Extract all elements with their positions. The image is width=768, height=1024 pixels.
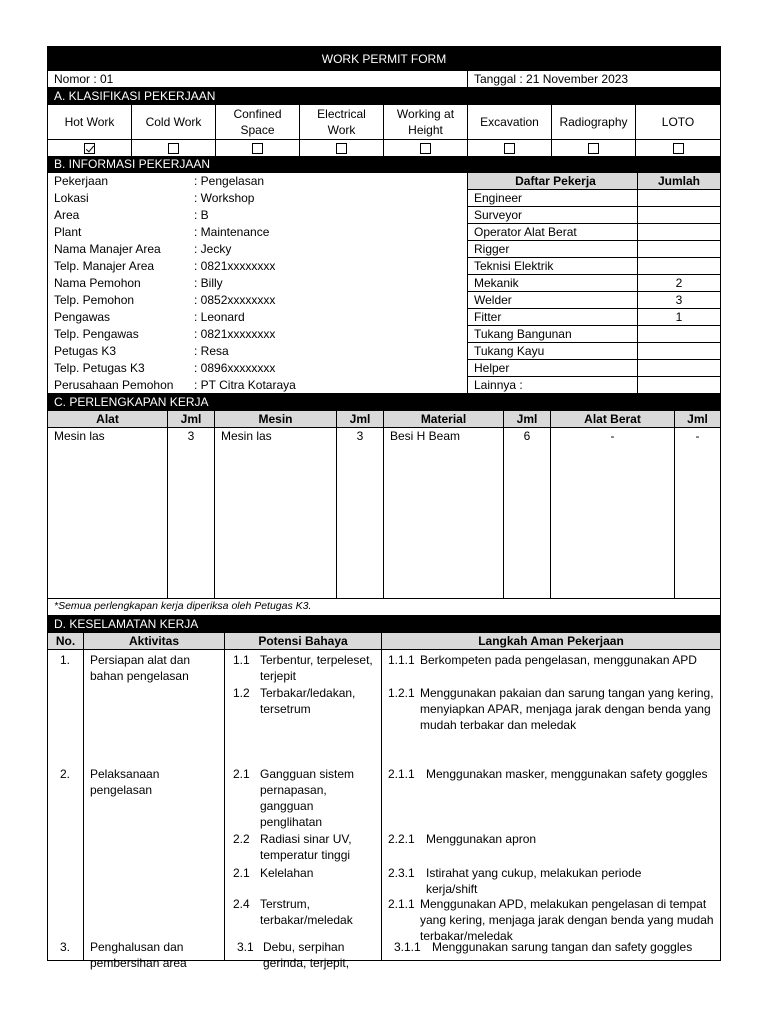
eq-jml-value: - — [695, 429, 700, 443]
worker-count — [638, 326, 720, 342]
info-label: Plant — [54, 225, 82, 239]
info-row — [48, 377, 720, 394]
info-left — [48, 207, 468, 224]
activity-text: Penghalusan dan pembersihan area — [90, 940, 187, 970]
activity-text: Pelaksanaan pengelasan — [90, 767, 160, 797]
worker-count — [638, 360, 720, 376]
worker-cell-group — [468, 173, 720, 190]
worker-cell-group — [468, 377, 720, 393]
info-value: : Maintenance — [194, 225, 270, 239]
info-label: Area — [54, 208, 80, 222]
step-num: 1.2.1 — [388, 686, 415, 700]
equipment-header — [48, 411, 720, 428]
hot-work-checkbox[interactable] — [84, 143, 95, 154]
eq-header-jml: Jml — [687, 412, 708, 426]
worker-count — [638, 258, 720, 274]
info-row — [48, 190, 720, 207]
worker-role: Lainnya : — [468, 377, 638, 393]
klas-label-confined-space: Confined Space — [216, 105, 300, 139]
worker-role: Tukang Kayu — [468, 343, 638, 359]
working-at-height-checkbox[interactable] — [420, 143, 431, 154]
work-permit-form — [47, 46, 721, 970]
safety-header — [48, 633, 720, 650]
worker-role: Rigger — [468, 241, 638, 257]
eq-header-jml: Jml — [168, 411, 215, 427]
hazard-text: Kelelahan — [260, 866, 314, 880]
classification-checkboxes — [48, 140, 720, 156]
activity-no: 2. — [60, 767, 71, 781]
worker-cell-group — [468, 241, 720, 258]
info-value: : Workshop — [194, 191, 255, 205]
radiography-checkbox[interactable] — [588, 143, 599, 154]
info-left — [48, 326, 468, 343]
safety-col-no — [48, 650, 84, 960]
worker-role: Engineer — [468, 190, 638, 206]
safety-header-aktivitas: Aktivitas — [84, 633, 225, 649]
eq-alat-berat-value: - — [551, 428, 675, 598]
worker-count — [638, 241, 720, 257]
electrical-work-checkbox[interactable] — [336, 143, 347, 154]
info-left — [48, 309, 468, 326]
info-row — [48, 275, 720, 292]
klas-label-excavation: Excavation — [468, 105, 552, 139]
info-label: Nama Pemohon — [54, 276, 141, 290]
activity-no: 3. — [60, 940, 71, 954]
info-label: Pekerjaan — [54, 174, 109, 188]
nomor-field: Nomor : 01 — [48, 71, 468, 87]
worker-count — [638, 224, 720, 240]
info-row — [48, 258, 720, 275]
eq-mesin-value: Mesin las — [215, 428, 337, 598]
info-left — [48, 190, 468, 207]
info-value: : 0821xxxxxxxx — [194, 259, 276, 273]
step-num: 2.3.1 — [388, 866, 415, 880]
info-left — [48, 275, 468, 292]
info-value: : Pengelasan — [194, 174, 265, 188]
worker-count — [638, 190, 720, 206]
confined-space-checkbox[interactable] — [252, 143, 263, 154]
hazard-text: Terbentur, terpeleset, terjepit — [260, 653, 373, 683]
loto-checkbox[interactable] — [673, 143, 684, 154]
section-c-title: C. PERLENGKAPAN KERJA — [48, 394, 720, 411]
form-title: WORK PERMIT FORM — [48, 47, 720, 71]
eq-header-jml: Jml — [337, 411, 384, 427]
info-label: Telp. Manajer Area — [54, 259, 155, 273]
info-label: Pengawas — [54, 310, 111, 324]
hazard-num: 1.2 — [233, 686, 250, 700]
info-value: : Billy — [194, 276, 223, 290]
info-left — [48, 241, 468, 258]
info-left — [48, 343, 468, 360]
info-label: Telp. Petugas K3 — [54, 361, 145, 375]
worker-role: Mekanik — [468, 275, 638, 291]
info-value: : Leonard — [194, 310, 245, 324]
hazard-text: Terbakar/ledakan, tersetrum — [260, 686, 356, 716]
hazard-text: Terstrum, terbakar/meledak — [260, 897, 353, 927]
eq-jml-value: 3 — [337, 428, 384, 598]
step-num: 2.1.1 — [388, 897, 415, 911]
info-left — [48, 292, 468, 309]
eq-header-alat: Alat — [48, 411, 168, 427]
worker-count — [638, 207, 720, 223]
hazard-text: Radiasi sinar UV, temperatur tinggi — [260, 832, 352, 862]
info-row — [48, 343, 720, 360]
info-label: Perusahaan Pemohon — [54, 378, 174, 392]
info-left — [48, 377, 468, 393]
activity-text: Persiapan alat dan bahan pengelasan — [90, 653, 191, 683]
info-row — [48, 309, 720, 326]
info-value: : 0821xxxxxxxx — [194, 327, 276, 341]
worker-cell-group — [468, 258, 720, 275]
klas-label-radiography: Radiography — [552, 105, 636, 139]
worker-cell-group — [468, 360, 720, 377]
info-row — [48, 224, 720, 241]
worker-cell-group — [468, 190, 720, 207]
safety-body — [48, 650, 720, 970]
worker-cell-group — [468, 309, 720, 326]
info-label: Telp. Pemohon — [54, 293, 135, 307]
info-left — [48, 173, 468, 190]
info-row — [48, 173, 720, 190]
hazard-num: 1.1 — [233, 653, 250, 667]
worker-cell-group — [468, 275, 720, 292]
worker-cell-group — [468, 326, 720, 343]
hazard-num: 2.1 — [233, 767, 250, 781]
step-text: Menggunakan sarung tangan dan safety goggles — [432, 940, 693, 954]
classification-labels — [48, 105, 720, 140]
equipment-row — [48, 428, 720, 598]
info-label: Petugas K3 — [54, 344, 117, 358]
info-value: : B — [194, 208, 209, 222]
worker-cell-group — [468, 207, 720, 224]
eq-header-material: Material — [384, 411, 504, 427]
step-num: 1.1.1 — [388, 653, 415, 667]
info-left — [48, 258, 468, 275]
hazard-num: 2.1 — [233, 866, 250, 880]
eq-alat-value: Mesin las — [48, 428, 168, 598]
klas-label-hot-work: Hot Work — [48, 105, 132, 139]
klas-label-cold-work: Cold Work — [132, 105, 216, 139]
info-label: Lokasi — [54, 191, 89, 205]
safety-header-langkah: Langkah Aman Pekerjaan — [478, 634, 624, 648]
safety-col-langkah — [382, 650, 720, 960]
step-text: Menggunakan APD, melakukan pengelasan di tempat yang kering, menjaga jarak dengan benda yang mudah terbakar/meledak — [420, 897, 714, 943]
tanggal-field: Tanggal : 21 November 2023 — [474, 72, 629, 86]
count-header: Jumlah — [657, 174, 700, 188]
info-value: : 0852xxxxxxxx — [194, 293, 276, 307]
info-left — [48, 224, 468, 241]
info-value: : 0896xxxxxxxx — [194, 361, 276, 375]
section-b-title: B. INFORMASI PEKERJAAN — [48, 156, 720, 173]
worker-count — [638, 343, 720, 359]
worker-cell-group — [468, 292, 720, 309]
step-num: 3.1.1 — [394, 940, 421, 954]
section-a-title: A. KLASIFIKASI PEKERJAAN — [48, 88, 720, 105]
info-value: : Jecky — [194, 242, 232, 256]
worker-count — [638, 377, 720, 393]
safety-col-aktivitas — [84, 650, 225, 970]
safety-header-no: No. — [48, 633, 84, 649]
klas-label-loto: LOTO — [661, 115, 695, 129]
worker-role: Tukang Bangunan — [468, 326, 638, 342]
eq-header-mesin: Mesin — [215, 411, 337, 427]
worker-cell-group — [468, 224, 720, 241]
equipment-note: *Semua perlengkapan kerja diperiksa oleh Petugas K3. — [48, 598, 720, 616]
klas-label-working-at-height: Working at Height — [384, 105, 468, 139]
step-text: Menggunakan pakaian dan sarung tangan yang kering, menyiapkan APAR, menjaga jarak dengan benda yang mudah terbakar dan meledak — [420, 686, 714, 732]
info-row — [48, 292, 720, 309]
info-value: : Resa — [194, 344, 229, 358]
eq-jml-value: 3 — [168, 428, 215, 598]
info-left — [48, 360, 468, 377]
step-text: Menggunakan apron — [426, 832, 537, 846]
eq-jml-value: 6 — [504, 428, 551, 598]
worker-count: 1 — [675, 310, 683, 324]
worker-count: 2 — [675, 276, 683, 290]
info-table — [48, 173, 720, 394]
worker-role: Teknisi Elektrik — [468, 258, 638, 274]
worker-role: Helper — [468, 360, 638, 376]
worker-count: 3 — [675, 293, 683, 307]
info-row — [48, 207, 720, 224]
hazard-text: Gangguan sistem pernapasan, gangguan penglihatan — [260, 767, 355, 829]
info-row — [48, 326, 720, 343]
info-row — [48, 360, 720, 377]
step-num: 2.2.1 — [388, 832, 415, 846]
safety-col-potensi — [225, 650, 382, 970]
eq-material-value: Besi H Beam — [384, 428, 504, 598]
klas-label-electrical-work: Electrical Work — [300, 105, 384, 139]
header-row — [48, 71, 720, 88]
info-label: Telp. Pengawas — [54, 327, 139, 341]
eq-header-alat-berat: Alat Berat — [551, 411, 675, 427]
worker-role: Fitter — [468, 309, 638, 325]
safety-header-potensi: Potensi Bahaya — [225, 633, 382, 649]
hazard-num: 2.4 — [233, 897, 250, 911]
worker-cell-group — [468, 343, 720, 360]
info-value: : PT Citra Kotaraya — [194, 378, 296, 392]
step-text: Istirahat yang cukup, melakukan periode kerja/shift — [426, 866, 642, 896]
hazard-num: 2.2 — [233, 832, 250, 846]
worker-role: Surveyor — [468, 207, 638, 223]
step-text: Menggunakan masker, menggunakan safety goggles — [426, 767, 708, 781]
eq-header-jml: Jml — [504, 411, 551, 427]
hazard-text: Debu, serpihan gerinda, terjepit, — [263, 940, 350, 970]
worker-role: Operator Alat Berat — [468, 224, 638, 240]
activity-no: 1. — [60, 653, 71, 667]
excavation-checkbox[interactable] — [504, 143, 515, 154]
step-text: Berkompeten pada pengelasan, menggunakan APD — [420, 653, 697, 667]
info-label: Nama Manajer Area — [54, 242, 161, 256]
cold-work-checkbox[interactable] — [168, 143, 179, 154]
info-row — [48, 241, 720, 258]
section-d-title: D. KESELAMATAN KERJA — [48, 616, 720, 633]
hazard-num: 3.1 — [237, 940, 254, 954]
worker-header: Daftar Pekerja — [468, 173, 638, 189]
step-num: 2.1.1 — [388, 767, 415, 781]
worker-role: Welder — [468, 292, 638, 308]
